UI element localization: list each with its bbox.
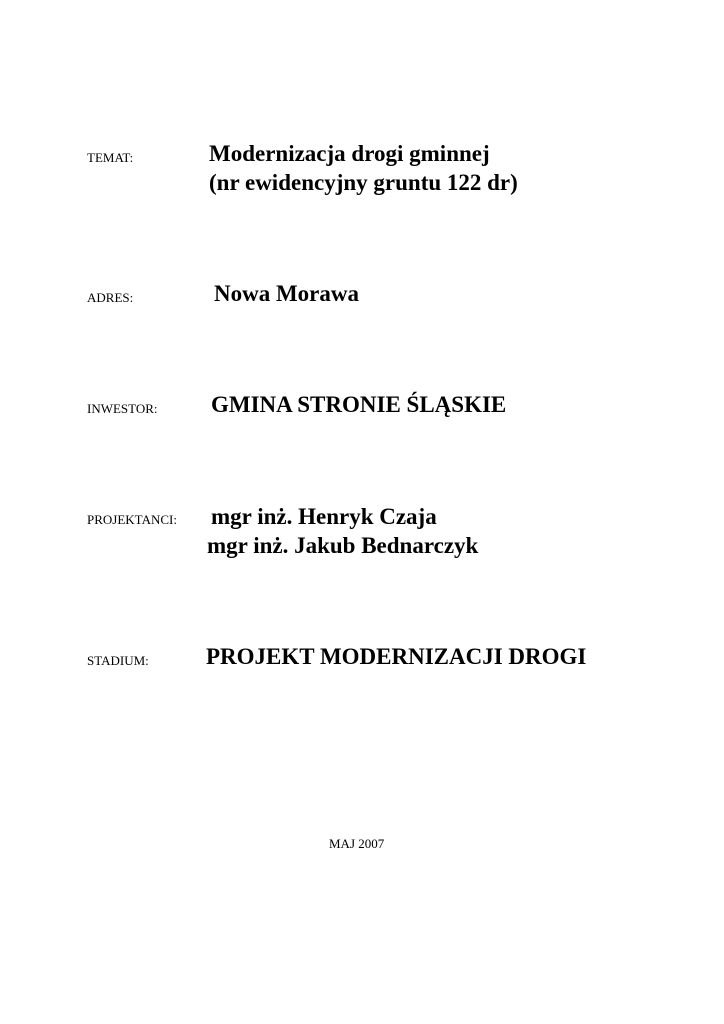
designers-label: PROJEKTANCI:	[87, 512, 177, 527]
designer-name-1: mgr inż. Henryk Czaja	[211, 504, 437, 529]
designer-name-2: mgr inż. Jakub Bednarczyk	[207, 533, 479, 558]
topic-line-2: (nr ewidencyjny gruntu 122 dr)	[209, 170, 518, 195]
document-date: MAJ 2007	[329, 836, 385, 851]
address-value: Nowa Morawa	[214, 281, 359, 306]
topic-line-1: Modernizacja drogi gminnej	[209, 141, 490, 166]
address-label: ADRES:	[87, 290, 134, 305]
investor-value: GMINA STRONIE ŚLĄSKIE	[211, 392, 507, 417]
topic-label: TEMAT:	[87, 150, 134, 165]
stage-label: STADIUM:	[87, 653, 149, 668]
investor-label: INWESTOR:	[87, 401, 158, 416]
stage-value: PROJEKT MODERNIZACJI DROGI	[206, 644, 587, 669]
